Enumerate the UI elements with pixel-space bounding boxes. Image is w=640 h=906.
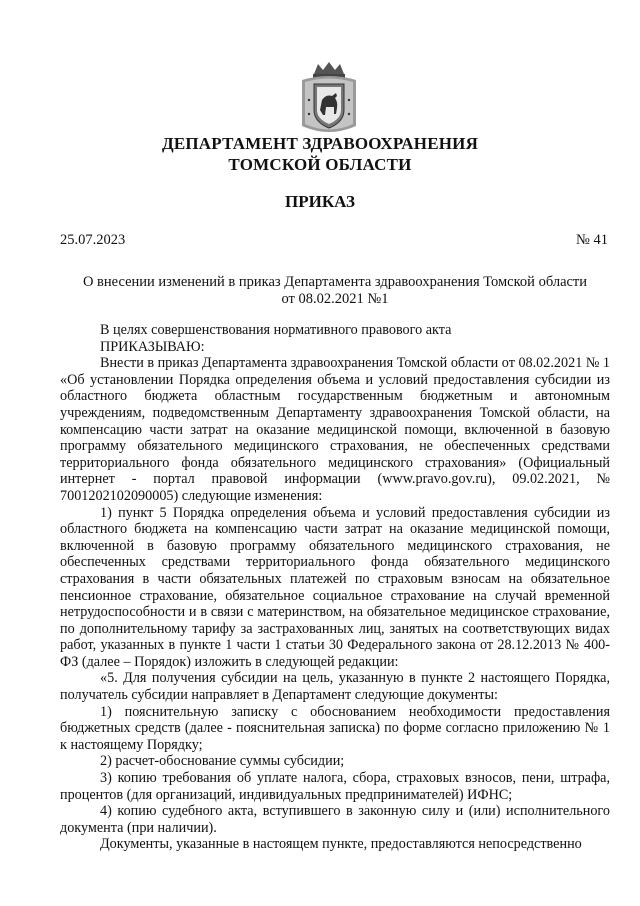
document-type: ПРИКАЗ [285, 192, 355, 211]
body-paragraph: 1) пояснительную записку с обоснованием необходимости предоставления бюджетных средств (далее - пояснительная записка) по форме согласно приложению № 1 к настоящему Порядку; [60, 703, 610, 753]
subject-line2: от 08.02.2021 №1 [281, 291, 389, 307]
document-date: 25.07.2023 [60, 232, 126, 248]
body-paragraph: 3) копию требования об уплате налога, сбора, страховых взносов, пени, штрафа, процентов (для организаций, индивидуальных предпринимателей) ИФНС; [60, 770, 610, 803]
body-paragraph: 4) копию судебного акта, вступившего в законную силу и (или) исполнительного документа (при наличии). [60, 803, 610, 836]
coat-of-arms-icon [296, 60, 362, 140]
body-paragraph: Внести в приказ Департамента здравоохранения Томской области от 08.02.2021 № 1 «Об установлении Порядка определения объема и условий предоставления субсидии из областного бюджета областным государственным бюджетным и автономным учреждениям, подведомственным Департаменту здравоохранения Томской области, на компенсацию части затрат на оказание медицинской помощи, включенной в базовую программу обязательного медицинского страхования, не обеспеченных средствами территориального фонда обязательного медицинского страхования» (Официальный интернет - портал правовой информации (www.pravo.gov.ru), 09.02.2021, № 7001202102090005) следующие изменения: [60, 355, 611, 504]
body-paragraph: В целях совершенствования нормативного правового акта [100, 322, 452, 338]
body-paragraph: ПРИКАЗЫВАЮ: [100, 338, 205, 355]
subject-line1: О внесении изменений в приказ Департамента здравоохранения Томской области [82, 274, 588, 290]
body-paragraph: 2) расчет-обоснование суммы субсидии; [100, 753, 345, 770]
organization-name-line1: ДЕПАРТАМЕНТ ЗДРАВООХРАНЕНИЯ [161, 134, 479, 153]
body-paragraph: «5. Для получения субсидии на цель, указанную в пункте 2 настоящего Порядка, получатель субсидии направляет в Департамент следующие документы: [60, 670, 610, 704]
document-body [60, 322, 610, 853]
organization-name-line2: ТОМСКОЙ ОБЛАСТИ [228, 155, 412, 174]
document-number: № 41 [576, 232, 608, 248]
body-paragraph: 1) пункт 5 Порядка определения объема и условий предоставления субсидии из областного бюджета на компенсацию части затрат на оказание медицинской помощи, включенной в базовую программу обязательного медицинского страхования, не обеспеченных средствами территориального фонда обязательного медицинского страхования в части обязательных платежей по страховым взносам на обязательное пенсионное страхование, обязательное социальное страхование на случай временной нетрудоспособности и в связи с материнством, на обязательное медицинское страхование, по дополнительному тарифу за застрахованных лиц, занятых на соответствующих видах работ, указанных в пункте 1 части 1 статьи 30 Федерального закона от 28.12.2013 № 400-ФЗ (далее – Порядок) изложить в следующей редакции: [60, 504, 610, 670]
body-paragraph: Документы, указанные в настоящем пункте, предоставляются непосредственно [100, 836, 582, 853]
